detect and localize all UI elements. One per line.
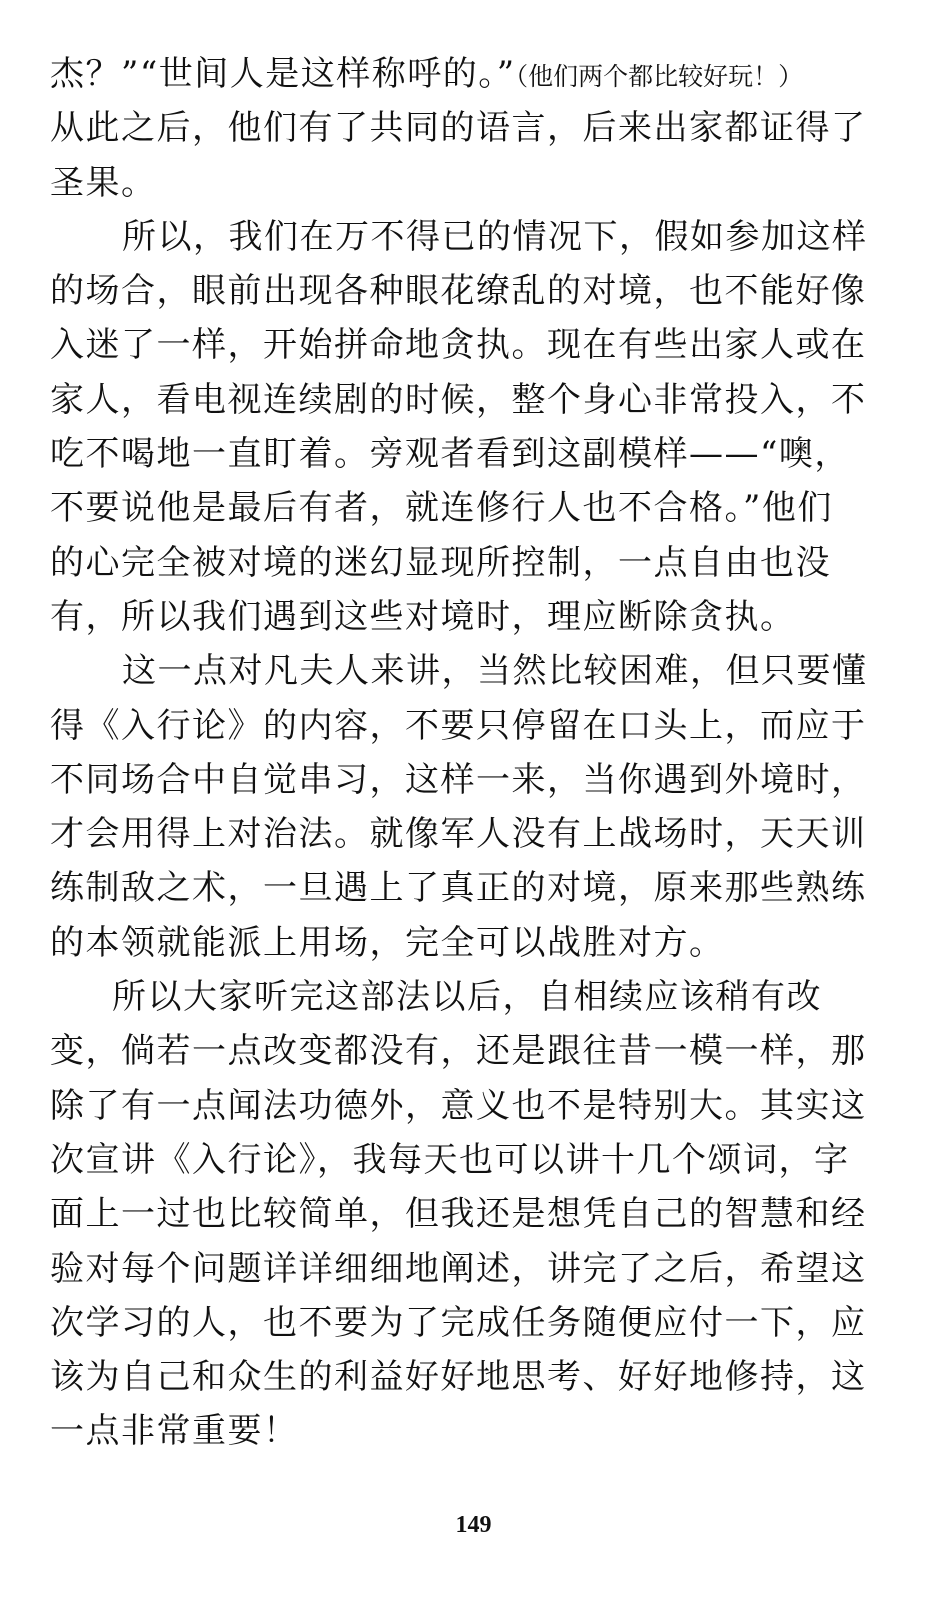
text-line: 该为自己和众生的利益好好地思考、好好地修持，这 xyxy=(50,1357,867,1398)
paragraph-start-line: 这一点对凡夫人来讲，当然比较困难，但只要懂 xyxy=(122,651,868,692)
text-line: 从此之后，他们有了共同的语言，后来出家都证得了 xyxy=(50,108,867,149)
aside-note: （他们两个都比较好玩！） xyxy=(515,62,804,91)
text-line: 的本领就能派上用场，完全可以战胜对方。 xyxy=(50,922,725,963)
text-line: 次学习的人，也不要为了完成任务随便应付一下，应 xyxy=(50,1302,867,1343)
paragraph-start-line: 所以大家听完这部法以后，自相续应该稍有改 xyxy=(112,977,822,1018)
text-line: 得《入行论》的内容，不要只停留在口头上，而应于 xyxy=(50,705,867,746)
text-line-content: 杰？”“世间人是这样称呼的。” xyxy=(50,54,516,94)
paragraph-start-line: 所以，我们在万不得已的情况下，假如参加这样 xyxy=(122,216,868,257)
text-line: 不要说他是最后有者，就连修行人也不合格。”他们 xyxy=(50,488,833,529)
text-line: 验对每个问题详详细细地阐述，讲完了之后，希望这 xyxy=(50,1248,867,1289)
text-line xyxy=(50,47,900,101)
text-line: 不同场合中自觉串习，这样一来，当你遇到外境时， xyxy=(50,759,867,800)
text-line: 家人，看电视连续剧的时候，整个身心非常投入，不 xyxy=(50,379,867,420)
text-line: 一点非常重要！ xyxy=(50,1411,299,1452)
text-line: 练制敌之术，一旦遇上了真正的对境，原来那些熟练 xyxy=(50,868,867,909)
body-text xyxy=(50,47,900,1459)
text-line: 的场合，眼前出现各种眼花缭乱的对境，也不能好像 xyxy=(50,271,867,312)
text-line: 面上一过也比较简单，但我还是想凭自己的智慧和经 xyxy=(50,1194,867,1235)
text-line: 才会用得上对治法。就像军人没有上战场时，天天训 xyxy=(50,814,867,855)
text-line: 入迷了一样，开始拼命地贪执。现在有些出家人或在 xyxy=(50,325,867,366)
text-line: 有，所以我们遇到这些对境时，理应断除贪执。 xyxy=(50,596,796,637)
page-number: 149 xyxy=(455,1512,492,1538)
text-line: 圣果。 xyxy=(50,162,157,203)
text-line: 除了有一点闻法功德外，意义也不是特别大。其实这 xyxy=(50,1085,867,1126)
text-line: 变，倘若一点改变都没有，还是跟往昔一模一样，那 xyxy=(50,1031,867,1072)
text-line: 吃不喝地一直盯着。旁观者看到这副模样——“噢， xyxy=(50,434,850,475)
text-line: 次宣讲《入行论》，我每天也可以讲十几个颂词，字 xyxy=(50,1139,850,1180)
text-line: 的心完全被对境的迷幻显现所控制，一点自由也没 xyxy=(50,542,831,583)
